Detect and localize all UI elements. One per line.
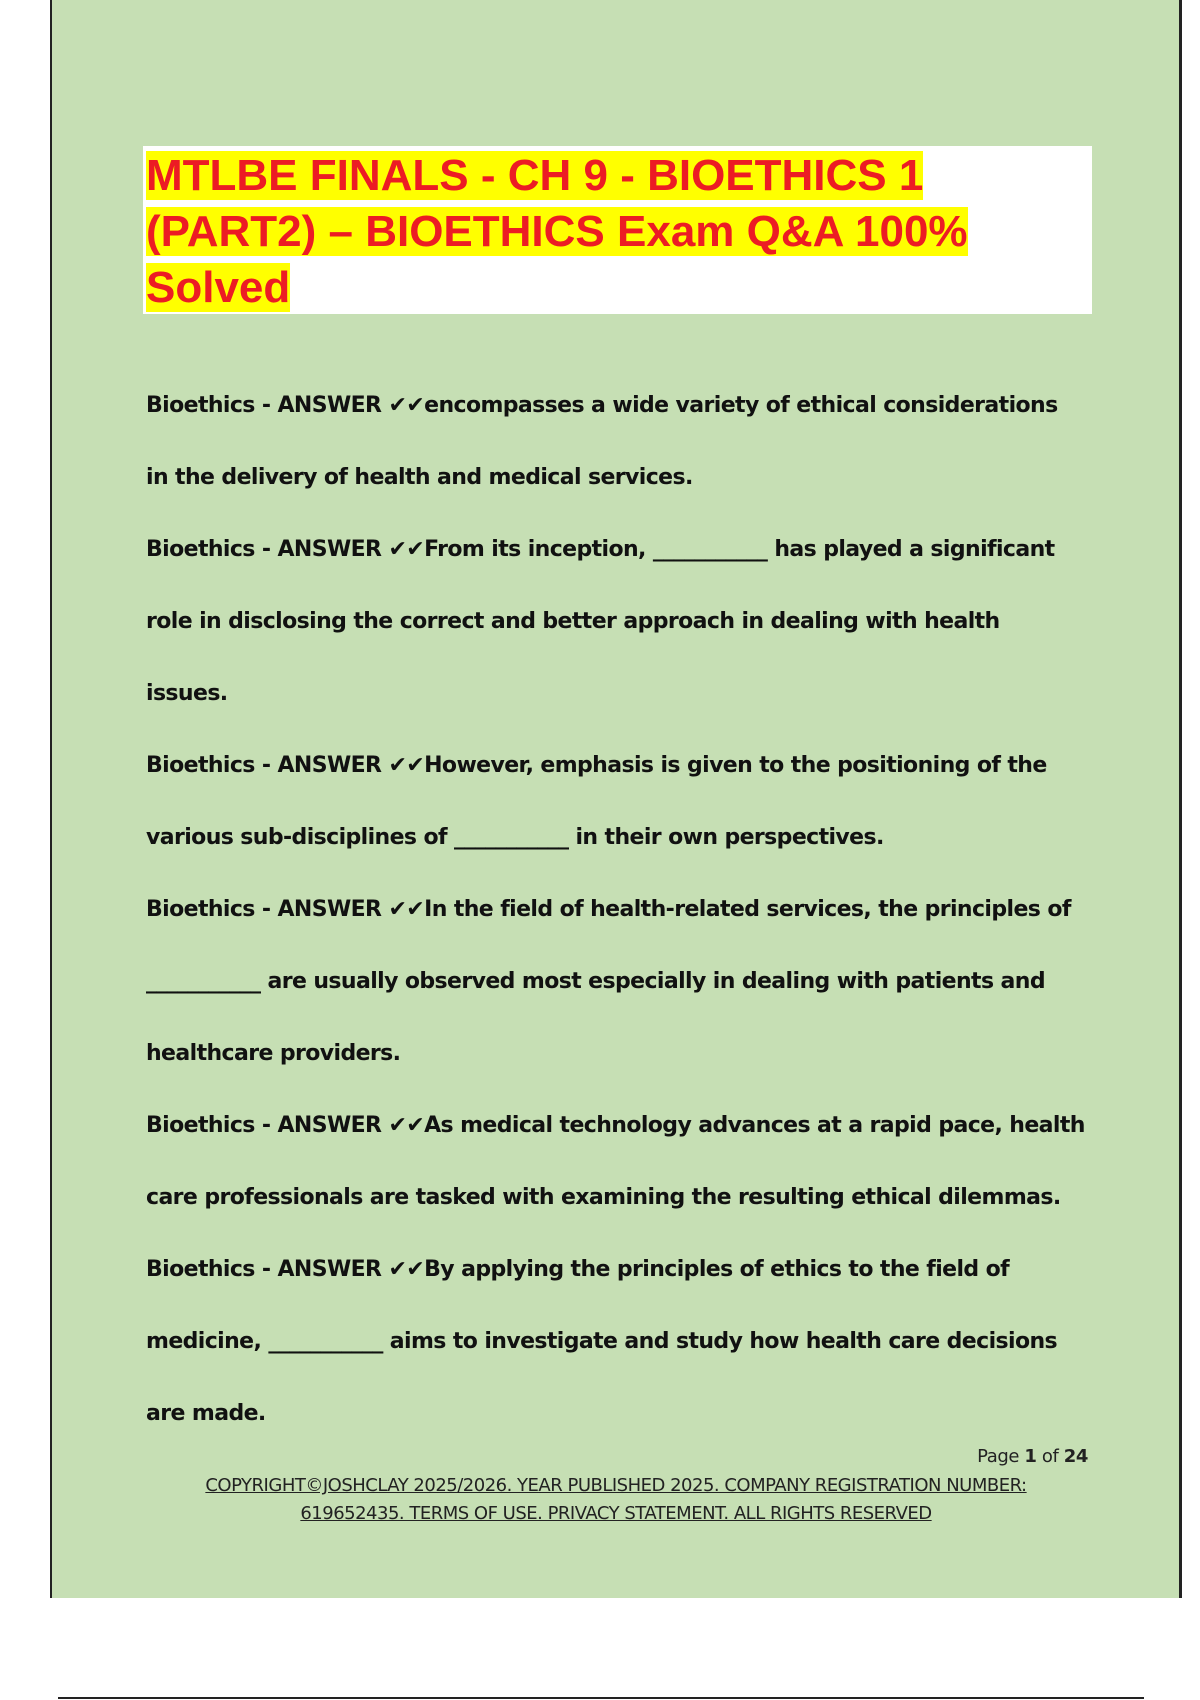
qa-definition: As medical technology advances at a rapid pace, health care professionals are tasked with examining the resulting ethical dilemmas. xyxy=(146,1113,1085,1210)
double-check-icon: ✔✔ xyxy=(388,1113,425,1138)
title-line-3: Solved xyxy=(146,263,291,312)
document-title xyxy=(146,148,1086,316)
qa-separator: - ANSWER xyxy=(254,753,389,778)
qa-separator: - ANSWER xyxy=(254,897,389,922)
bottom-divider xyxy=(58,1697,1144,1699)
title-line-2: (PART2) – BIOETHICS Exam Q&A 100% xyxy=(146,207,968,256)
qa-item xyxy=(146,1090,1086,1234)
double-check-icon: ✔✔ xyxy=(388,897,425,922)
qa-definition: By applying the principles of ethics to the field of medicine, ___________ aims to investigate and study how health care decisions are made. xyxy=(146,1257,1058,1426)
page-number-total: 24 xyxy=(1063,1446,1088,1467)
page-number-current: 1 xyxy=(1024,1446,1037,1467)
qa-separator: - ANSWER xyxy=(254,537,389,562)
qa-item xyxy=(146,514,1086,730)
qa-definition: encompasses a wide variety of ethical considerations in the delivery of health and medical services. xyxy=(146,393,1058,490)
double-check-icon: ✔✔ xyxy=(388,753,425,778)
qa-separator: - ANSWER xyxy=(254,393,389,418)
page-number-prefix: Page xyxy=(977,1446,1025,1467)
copyright-footer xyxy=(150,1472,1082,1528)
qa-definition: In the field of health-related services, the principles of ___________ are usually observed most especially in dealing with patients and healthcare providers. xyxy=(146,897,1071,1066)
qa-separator: - ANSWER xyxy=(254,1113,389,1138)
qa-item xyxy=(146,370,1086,514)
page-number-middle: of xyxy=(1036,1446,1064,1467)
footer-line-2: 619652435. TERMS OF USE. PRIVACY STATEMENT. ALL RIGHTS RESERVED xyxy=(300,1503,932,1524)
qa-separator: - ANSWER xyxy=(254,1257,389,1282)
page-number xyxy=(977,1446,1088,1467)
title-line-1: MTLBE FINALS - CH 9 - BIOETHICS 1 xyxy=(146,151,924,200)
qa-term: Bioethics xyxy=(146,897,255,922)
qa-term: Bioethics xyxy=(146,537,255,562)
qa-definition: However, emphasis is given to the positioning of the various sub-disciplines of ___________ in their own perspectives. xyxy=(146,753,1047,850)
qa-item xyxy=(146,1234,1086,1450)
double-check-icon: ✔✔ xyxy=(388,537,425,562)
qa-definition: From its inception, ___________ has played a significant role in disclosing the correct and better approach in dealing with health issues. xyxy=(146,537,1055,706)
qa-term: Bioethics xyxy=(146,393,255,418)
qa-list xyxy=(146,370,1086,1450)
qa-item xyxy=(146,730,1086,874)
qa-item xyxy=(146,874,1086,1090)
qa-term: Bioethics xyxy=(146,1113,255,1138)
double-check-icon: ✔✔ xyxy=(388,393,425,418)
footer-line-1: COPYRIGHT©JOSHCLAY 2025/2026. YEAR PUBLISHED 2025. COMPANY REGISTRATION NUMBER: xyxy=(205,1475,1027,1496)
double-check-icon: ✔✔ xyxy=(388,1257,425,1282)
qa-term: Bioethics xyxy=(146,753,255,778)
qa-term: Bioethics xyxy=(146,1257,255,1282)
